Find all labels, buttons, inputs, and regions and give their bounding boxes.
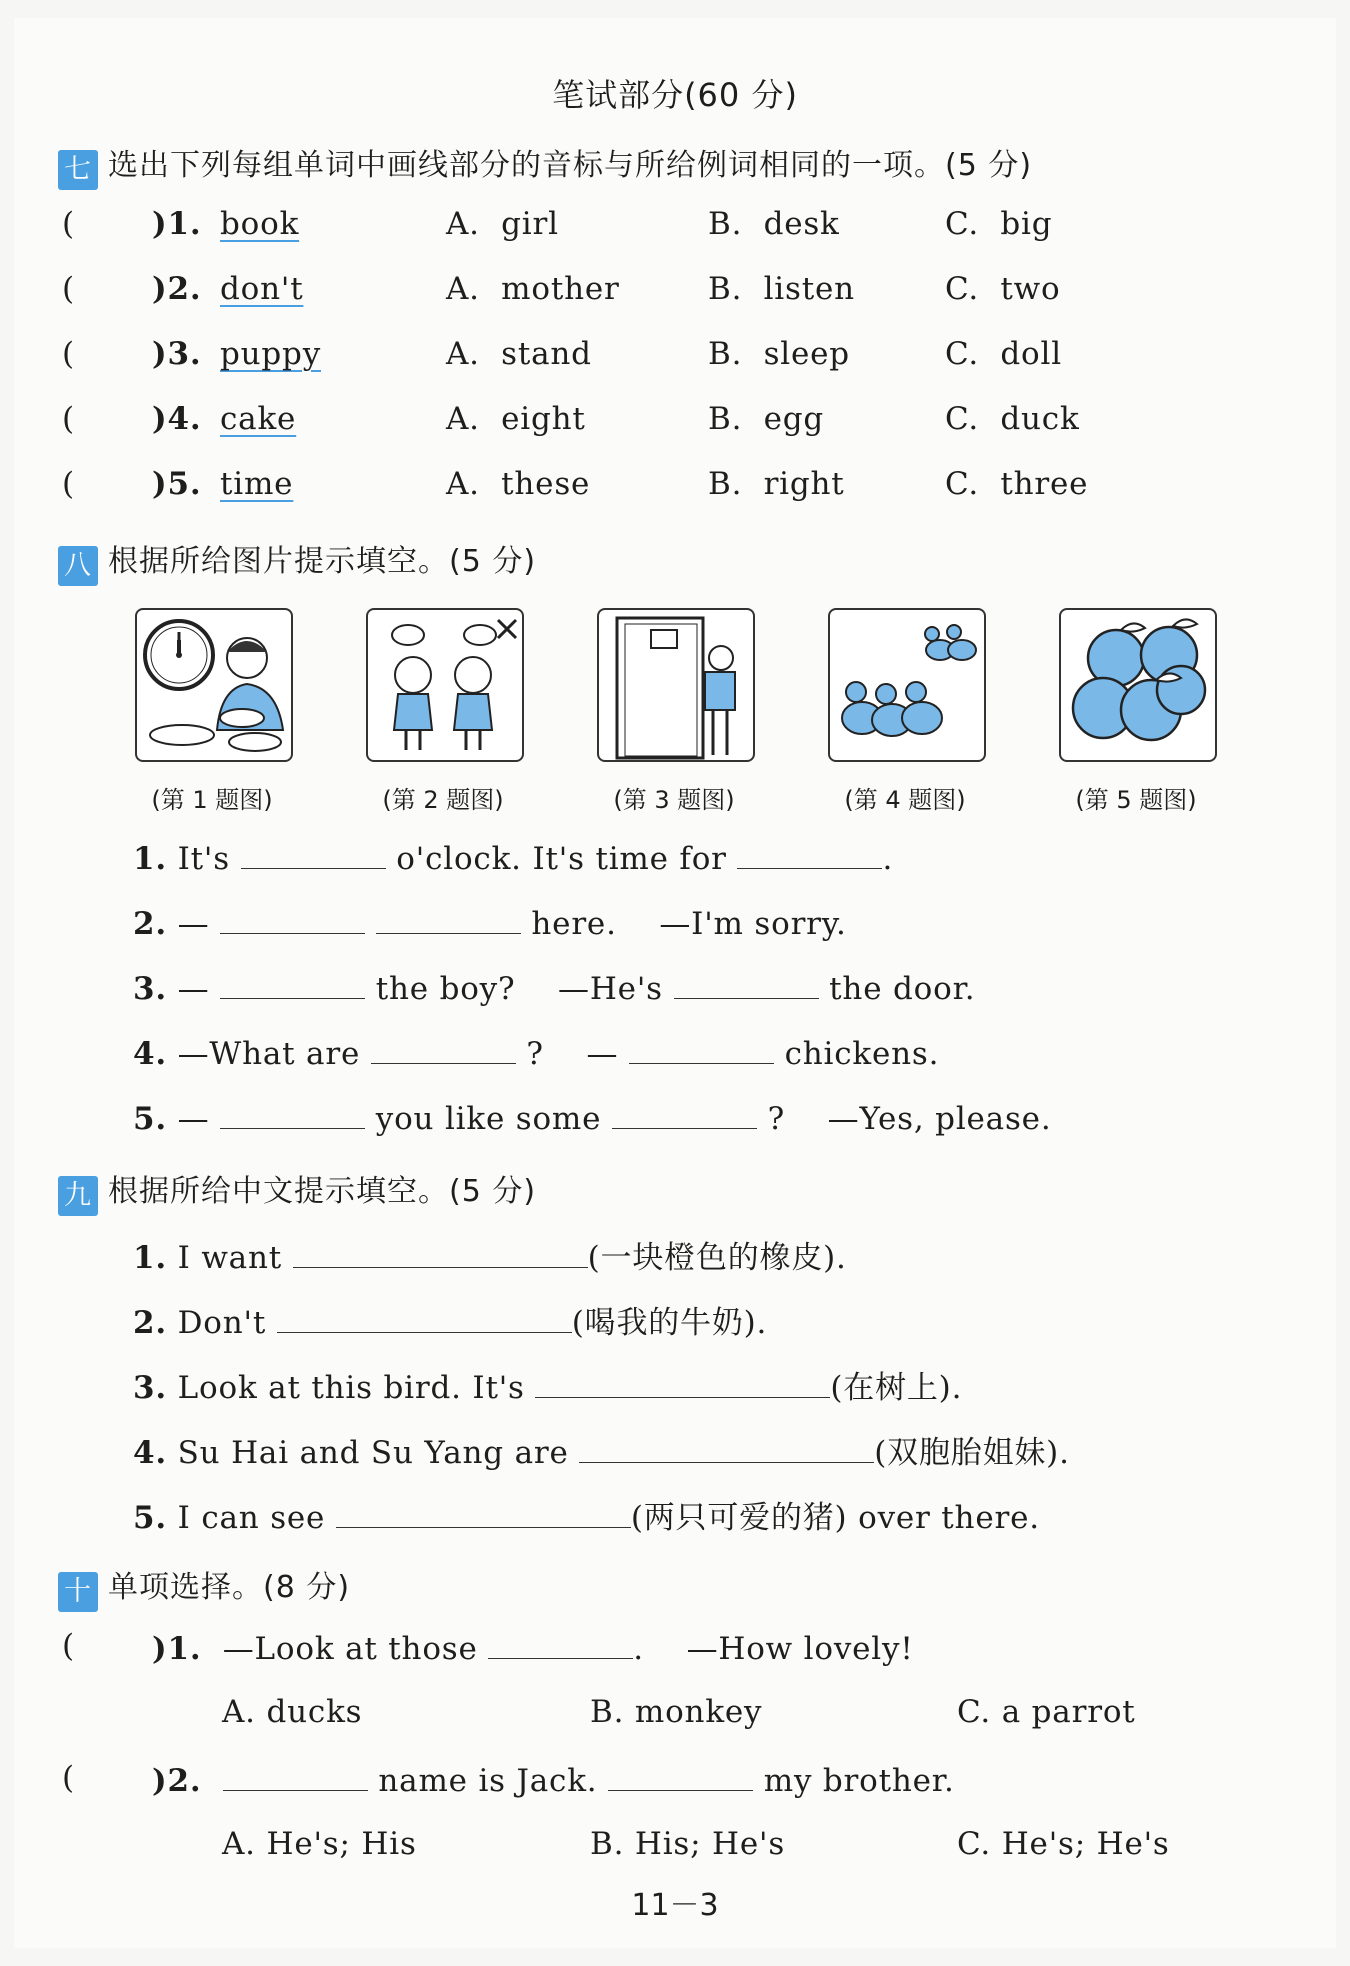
section-9-badge: 九 xyxy=(58,1176,98,1216)
caption-3: (第 3 题图) xyxy=(613,786,735,814)
blank[interactable] xyxy=(608,1760,753,1791)
blank[interactable] xyxy=(371,1033,516,1064)
option-a[interactable]: A. stand xyxy=(446,336,592,372)
option-b[interactable]: B. listen xyxy=(708,271,855,307)
option-a[interactable]: A. these xyxy=(446,466,591,502)
section-8-title: 根据所给图片提示填空。(5 分) xyxy=(108,544,537,579)
caption-2: (第 2 题图) xyxy=(382,786,504,814)
answer-paren[interactable]: ( xyxy=(62,271,75,307)
sec10-q2-option-b[interactable]: B. His; He's xyxy=(590,1826,786,1862)
section-8-badge: 八 xyxy=(58,546,98,586)
answer-paren[interactable]: ( xyxy=(62,206,75,242)
question-number: )4. xyxy=(152,401,202,437)
option-b[interactable]: B. sleep xyxy=(708,336,850,372)
blank[interactable] xyxy=(376,903,521,934)
blank[interactable] xyxy=(737,838,882,869)
blank[interactable] xyxy=(277,1302,572,1333)
picture-two-girls xyxy=(366,608,524,762)
question-number: )1. xyxy=(152,206,202,242)
section-10-heading xyxy=(58,1562,350,1612)
sec9-question-2: 2. Don't (喝我的牛奶). xyxy=(133,1297,767,1342)
question-number: )2. xyxy=(152,271,202,307)
blank[interactable] xyxy=(674,968,819,999)
answer-paren[interactable]: ( xyxy=(62,466,75,502)
option-c[interactable]: C. three xyxy=(945,466,1089,502)
example-word: cake xyxy=(220,401,297,437)
sec10-q1-option-c[interactable]: C. a parrot xyxy=(957,1694,1136,1730)
sec9-question-1: 1. I want (一块橙色的橡皮). xyxy=(133,1232,847,1277)
option-c[interactable]: C. doll xyxy=(945,336,1062,372)
sec8-question-5: 5. — you like some ? —Yes, please. xyxy=(133,1098,1051,1137)
caption-5: (第 5 题图) xyxy=(1075,786,1197,814)
sec10-question-1-body: )1. —Look at those . —How lovely! xyxy=(152,1628,914,1667)
section-10-badge: 十 xyxy=(58,1572,98,1612)
sec8-question-3: 3. — the boy? —He's the door. xyxy=(133,968,975,1007)
option-c[interactable]: C. two xyxy=(945,271,1061,307)
example-word: puppy xyxy=(220,336,322,372)
blank[interactable] xyxy=(220,968,365,999)
sec8-question-2: 2. — here. —I'm sorry. xyxy=(133,903,847,942)
section-7-title: 选出下列每组单词中画线部分的音标与所给例词相同的一项。(5 分) xyxy=(108,148,1033,183)
sec10-question-2-body: )2. name is Jack. my brother. xyxy=(152,1760,955,1799)
sec10-question-1: ( xyxy=(62,1628,75,1664)
question-number: )5. xyxy=(152,466,202,502)
blank[interactable] xyxy=(220,1098,365,1129)
sec9-question-4: 4. Su Hai and Su Yang are (双胞胎姐妹). xyxy=(133,1427,1070,1472)
blank[interactable] xyxy=(535,1367,830,1398)
sec8-question-1: 1. It's o'clock. It's time for . xyxy=(133,838,893,877)
blank[interactable] xyxy=(629,1033,774,1064)
sec9-question-5: 5. I can see (两只可爱的猪) over there. xyxy=(133,1492,1040,1537)
blank[interactable] xyxy=(336,1497,631,1528)
option-b[interactable]: B. desk xyxy=(708,206,840,242)
sec10-question-2: ( xyxy=(62,1760,75,1796)
option-a[interactable]: A. mother xyxy=(446,271,620,307)
blank[interactable] xyxy=(220,903,365,934)
blank[interactable] xyxy=(488,1628,633,1659)
picture-clock-boy-eating xyxy=(135,608,293,762)
section-8-heading xyxy=(58,536,536,586)
example-word: time xyxy=(220,466,294,502)
blank[interactable] xyxy=(579,1432,874,1463)
option-b[interactable]: B. egg xyxy=(708,401,824,437)
option-c[interactable]: C. big xyxy=(945,206,1053,242)
page-title: 笔试部分(60 分) xyxy=(552,76,798,114)
sec9-question-3: 3. Look at this bird. It's (在树上). xyxy=(133,1362,962,1407)
blank[interactable] xyxy=(293,1237,588,1268)
sec10-q1-option-b[interactable]: B. monkey xyxy=(590,1694,763,1730)
picture-chickens xyxy=(828,608,986,762)
option-c[interactable]: C. duck xyxy=(945,401,1080,437)
question-number: )3. xyxy=(152,336,202,372)
caption-4: (第 4 题图) xyxy=(844,786,966,814)
answer-paren[interactable]: ( xyxy=(62,401,75,437)
picture-boy-behind-door xyxy=(597,608,755,762)
section-10-title: 单项选择。(8 分) xyxy=(108,1570,351,1605)
section-9-title: 根据所给中文提示填空。(5 分) xyxy=(108,1174,537,1209)
blank[interactable] xyxy=(241,838,386,869)
caption-1: (第 1 题图) xyxy=(151,786,273,814)
sec10-q2-option-a[interactable]: A. He's; His xyxy=(222,1826,417,1862)
sec10-q1-option-a[interactable]: A. ducks xyxy=(222,1694,363,1730)
sec8-question-4: 4. —What are ? — chickens. xyxy=(133,1033,939,1072)
section-9-heading xyxy=(58,1166,536,1216)
section-7-heading xyxy=(58,140,1032,190)
blank[interactable] xyxy=(223,1760,368,1791)
example-word: book xyxy=(220,206,300,242)
option-b[interactable]: B. right xyxy=(708,466,845,502)
sec10-q2-option-c[interactable]: C. He's; He's xyxy=(957,1826,1170,1862)
answer-paren[interactable]: ( xyxy=(62,336,75,372)
page-number: 11－3 xyxy=(631,1888,719,1923)
picture-apples xyxy=(1059,608,1217,762)
example-word: don't xyxy=(220,271,304,307)
option-a[interactable]: A. eight xyxy=(446,401,586,437)
section-7-badge: 七 xyxy=(58,150,98,190)
option-a[interactable]: A. girl xyxy=(446,206,559,242)
blank[interactable] xyxy=(612,1098,757,1129)
